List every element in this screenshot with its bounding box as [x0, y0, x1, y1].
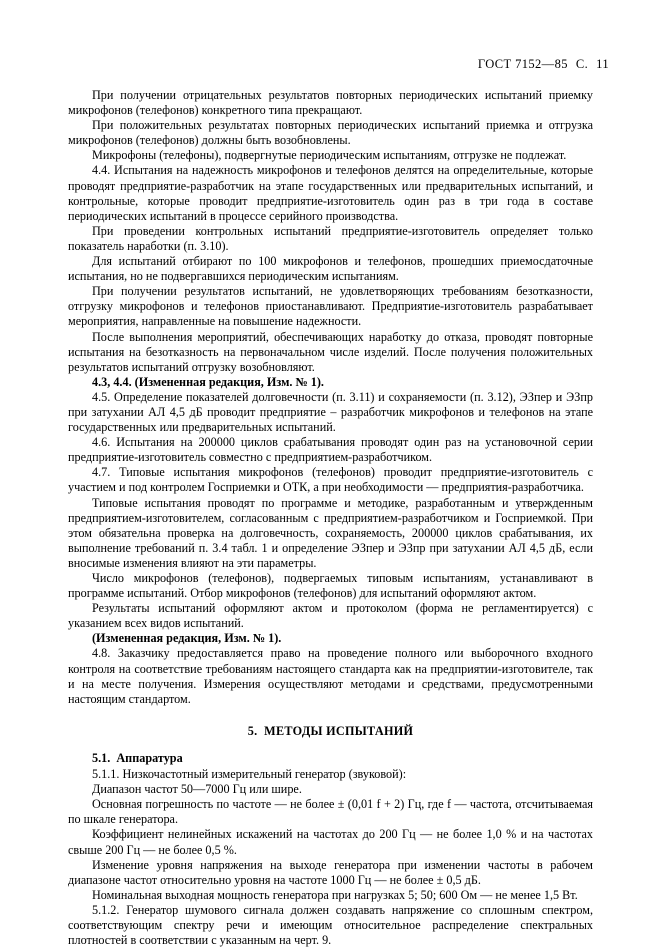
- paragraph: Типовые испытания проводят по программе и методике, разработанным и утвержденным предприятием-изготовителем, согласованным с предприятием-разработчиком и Госприемкой. При этом обязательна проверка на долговечность, сохраняемость, 200000 циклов срабатывания, их выполнение требований п. 3.4 табл. 1 и определение ЭЗпер и ЭЗпр при затухании АЛ 4,5 дБ, если вносимые изменения влияют на эти параметры.: [68, 495, 593, 570]
- amendment-note: [68, 375, 593, 390]
- section-number: 5.: [247, 723, 258, 738]
- paragraph: Число микрофонов (телефонов), подвергаемых типовым испытаниям, устанавливают в программе испытаний. Отбор микрофонов (телефонов) для испытаний оформляют актом.: [68, 571, 593, 601]
- amendment-note-text: (Измененная редакция, Изм. № 1).: [134, 374, 324, 389]
- paragraph: 4.7. Типовые испытания микрофонов (телефонов) проводит предприятие-изготовитель с участием и под контролем Госприемки и ОТК, а при необходимости — предприятия-разработчика.: [68, 465, 593, 495]
- paragraph: Диапазон частот 50—7000 Гц или шире.: [92, 782, 302, 797]
- paragraph: 4.6. Испытания на 200000 циклов срабатывания проводят один раз на установочной серии предприятие-изготовитель совместно с предприятием-разработчиком.: [68, 435, 593, 465]
- subsection-number: 5.1.: [92, 750, 111, 765]
- subsection-heading: [68, 751, 593, 766]
- paragraph: При положительных результатах повторных периодических испытаний приемка и отгрузка микрофонов (телефонов) должны быть возобновлены.: [68, 118, 593, 148]
- paragraph: Номинальная выходная мощность генератора при нагрузках 5; 50; 600 Ом — не менее 1,5 Вт.: [92, 887, 578, 902]
- header-page-number: 11: [596, 57, 609, 71]
- paragraph: 5.1.1. Низкочастотный измерительный генератор (звуковой):: [92, 767, 407, 782]
- document-body: [68, 88, 593, 948]
- paragraph: При проведении контрольных испытаний предприятие-изготовитель определяет только показатель наработки (п. 3.10).: [68, 223, 593, 253]
- section-title-text: МЕТОДЫ ИСПЫТАНИЙ: [264, 723, 414, 738]
- header-page-label: С.: [575, 57, 589, 71]
- paragraph: Результаты испытаний оформляют актом и протоколом (форма не регламентируется) с указанием всех видов испытаний.: [68, 601, 593, 631]
- paragraph: Для испытаний отбирают по 100 микрофонов и телефонов, прошедших приемосдаточные испытания, но не подвергавшихся периодическим испытаниям.: [68, 254, 593, 284]
- page-header: [478, 57, 609, 72]
- header-standard-number: ГОСТ 7152—85: [477, 57, 568, 71]
- amendment-note-number: 4.3, 4.4.: [92, 374, 132, 389]
- amendment-note: (Измененная редакция, Изм. № 1).: [92, 631, 282, 646]
- paragraph: 4.4. Испытания на надежность микрофонов и телефонов делятся на определительные, которые проводят предприятие-разработчик на этапе государственных или предварительных испытаний, и контрольные, которые проводит предприятие-изготовитель один раз в три года в составе периодических испытаний в процессе серийного производства.: [68, 163, 593, 223]
- paragraph: При получении результатов испытаний, не удовлетворяющих требованиям безотказности, отгрузку микрофонов и телефонов приостанавливают. Предприятие-изготовитель разрабатывает мероприятия, направленные на повышение надежности.: [68, 284, 593, 329]
- section-heading: [68, 724, 593, 739]
- paragraph: После выполнения мероприятий, обеспечивающих наработку до отказа, проводят повторные испытания на безотказность на первоначальном числе изделий. После получения положительных результатов испытаний отгрузку возобновляют.: [68, 329, 593, 374]
- subsection-title-text: Аппаратура: [116, 750, 183, 765]
- paragraph: 5.1.2. Генератор шумового сигнала должен создавать напряжение со сплошным спектром, соответствующим спектру речи и имеющим относительное распределение спектральных плотностей в соответствии с указанным на черт. 9.: [68, 902, 593, 948]
- paragraph: При получении отрицательных результатов повторных периодических испытаний приемку микрофонов (телефонов) конкретного типа прекращают.: [68, 88, 593, 118]
- paragraph: Коэффициент нелинейных искажений на частотах до 200 Гц — не более 1,0 % и на частотах свыше 200 Гц — не более 0,5 %.: [68, 827, 593, 857]
- paragraph: Микрофоны (телефоны), подвергнутые периодическим испытаниям, отгрузке не подлежат.: [92, 148, 567, 163]
- paragraph: Изменение уровня напряжения на выходе генератора при изменении частоты в рабочем диапазоне частот относительно уровня на частоте 1000 Гц — не более ± 0,5 дБ.: [68, 857, 593, 887]
- paragraph: Основная погрешность по частоте — не более ± (0,01 f + 2) Гц, где f — частота, отсчитываемая по шкале генератора.: [68, 797, 593, 827]
- paragraph: 4.5. Определение показателей долговечности (п. 3.11) и сохраняемости (п. 3.12), ЭЗпер и ЭЗпр при затухании АЛ 4,5 дБ проводит предприятие – разработчик микрофонов и телефонов на этапе государственных или предварительных испытаний.: [68, 389, 593, 435]
- paragraph: 4.8. Заказчику предоставляется право на проведение полного или выборочного входного контроля на соответствие требованиям настоящего стандарта как на предприятии-изготовителе, так и на месте получения. Измерения осуществляют методами и средствами, предусмотренными настоящим стандартом.: [68, 646, 593, 706]
